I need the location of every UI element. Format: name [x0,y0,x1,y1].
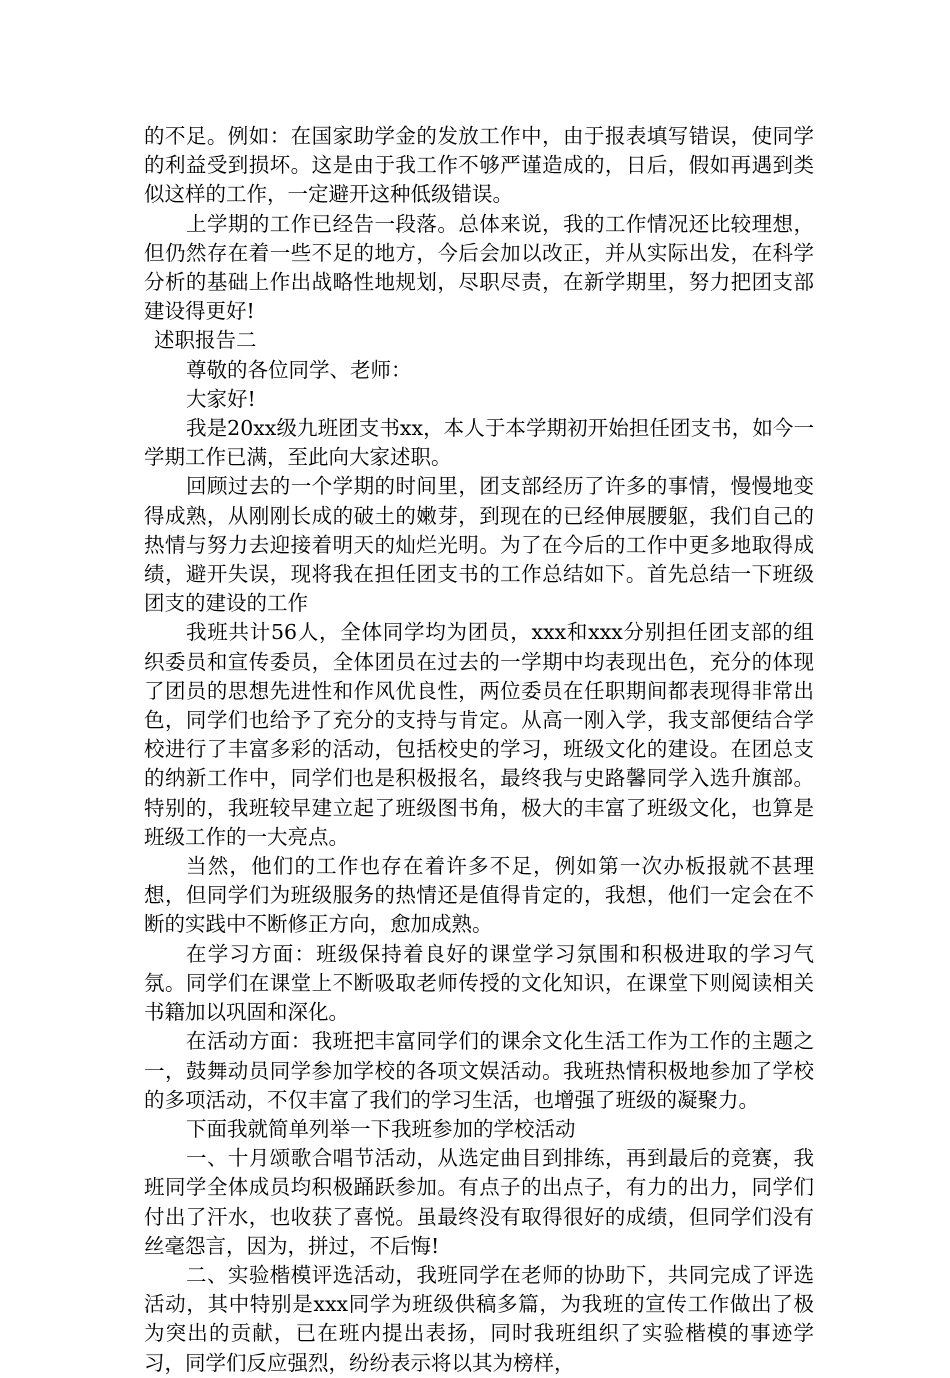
paragraph-activity-list-intro: 下面我就简单列举一下我班参加的学校活动 [186,1116,576,1141]
paragraph-activities: 在活动方面：我班把丰富同学们的课余文化生活工作为工作的主题之一，鼓舞动员同学参加学校的各项文娱活动。我班热情积极地参加了学校的多项活动，不仅丰富了我们的学习生活，也增强了班级的凝聚力。 [144,1029,814,1112]
paragraph-1: 的不足。例如：在国家助学金的发放工作中，由于报表填写错误，使同学的利益受到损坏。这是由于我工作不够严谨造成的，日后，假如再遇到类似这样的工作，一定避开这种低级错误。 [144,124,814,207]
paragraph-review: 回顾过去的一个学期的时间里，团支部经历了许多的事情，慢慢地变得成熟，从刚刚长成的破土的嫩芽，到现在的已经伸展腰躯，我们自己的热情与努力去迎接着明天的灿烂光明。为了在今后的工作中更多地取得成绩，避开失误，现将我在担任团支书的工作总结如下。首先总结一下班级团支的建设的工作 [144,474,814,616]
paragraph-study: 在学习方面：班级保持着良好的课堂学习氛围和积极进取的学习气氛。同学们在课堂上不断吸取老师传授的文化知识，在课堂下则阅读相关书籍加以巩固和深化。 [144,941,814,1025]
paragraph-shortcomings: 当然，他们的工作也存在着许多不足，例如第一次办板报就不甚理想，但同学们为班级服务的热情还是值得肯定的，我想，他们一定会在不断的实践中不断修正方向，愈加成熟。 [144,854,814,937]
document-page [144,122,814,1378]
paragraph-activity-one: 一、十月颂歌合唱节活动，从选定曲目到排练，再到最后的竞赛，我班同学全体成员均积极踊跃参加。有点子的出点子，有力的出力，同学们付出了汗水，也收获了喜悦。虽最终没有取得很好的成绩，但同学们没有丝毫怨言，因为，拼过，不后悔! [144,1146,814,1258]
paragraph-class-members: 我班共计56人，全体同学均为团员，xxx和xxx分别担任团支部的组织委员和宣传委员，全体团员在过去的一学期中均表现出色，充分的体现了团员的思想先进性和作风优良性，两位委员在任职期间都表现得非常出色，同学们也给予了充分的支持与肯定。从高一刚入学，我支部便结合学校进行了丰富多彩的活动，包括校史的学习，班级文化的建设。在团总支的纳新工作中，同学们也是积极报名，最终我与史路馨同学入选升旗部。特别的，我班较早建立起了班级图书角，极大的丰富了班级文化，也算是班级工作的一大亮点。 [144,620,814,849]
paragraph-2: 上学期的工作已经告一段落。总体来说，我的工作情况还比较理想，但仍然存在着一些不足的地方，今后会加以改正，并从实际出发，在科学分析的基础上作出战略性地规划，尽职尽责，在新学期里，努力把团支部建设得更好! [144,211,814,324]
salutation: 尊敬的各位同学、老师： [186,357,412,382]
greeting: 大家好! [186,386,256,411]
section-heading: 述职报告二 [154,328,257,353]
paragraph-intro: 我是20xx级九班团支书xx，本人于本学期初开始担任团支书，如今一学期工作已满，至此向大家述职。 [144,416,814,470]
paragraph-activity-two: 二、实验楷模评选活动，我班同学在老师的协助下，共同完成了评选活动，其中特别是xxx同学为班级供稿多篇，为我班的宣传工作做出了极为突出的贡献，已在班内提出表扬，同时我班组织了实验楷模的事迹学习，同学们反应强烈，纷纷表示将以其为榜样， [144,1262,814,1375]
